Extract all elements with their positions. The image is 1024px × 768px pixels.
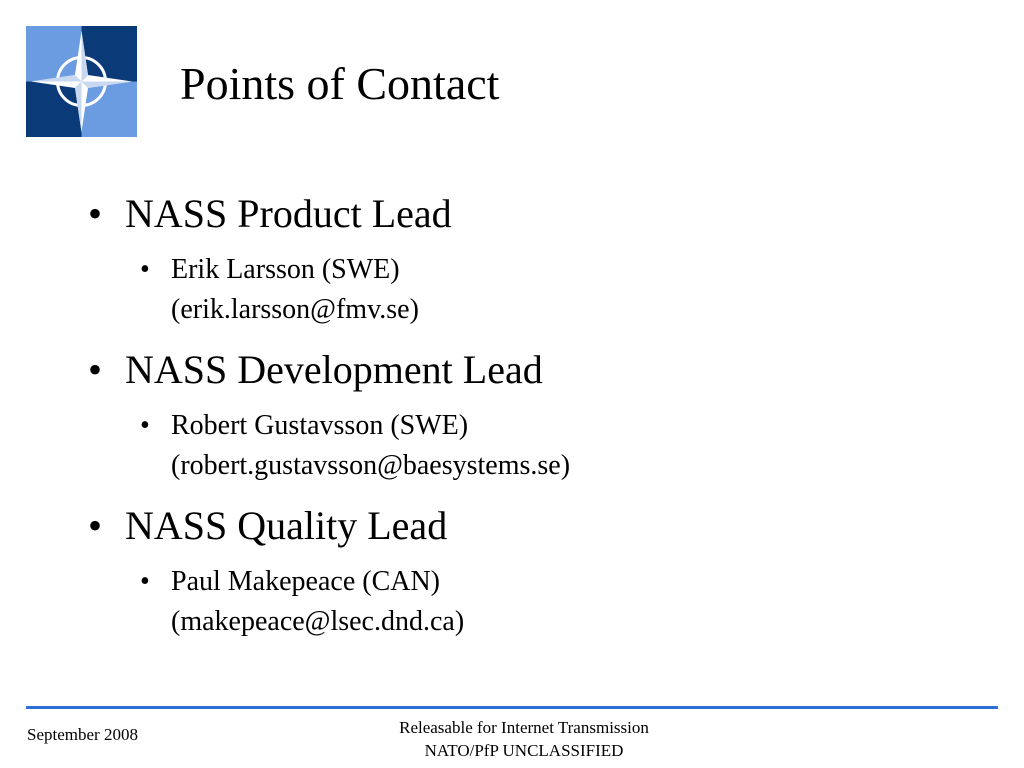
section-heading-text: NASS Product Lead: [125, 191, 452, 236]
section-heading-text: NASS Development Lead: [125, 347, 543, 392]
footer-divider: [26, 706, 998, 709]
footer-date: September 2008: [27, 725, 138, 744]
contact-name: Paul Makepeace (CAN): [171, 566, 441, 597]
bullet: •: [88, 191, 103, 236]
sub-bullet: •: [140, 410, 150, 441]
contact-email: (erik.larsson@fmv.se): [171, 294, 419, 325]
sub-bullet: •: [140, 566, 150, 597]
bullet: •: [88, 347, 103, 392]
contact-email: (robert.gustavsson@baesystems.se): [171, 450, 571, 481]
footer-classification: [300, 716, 748, 762]
contact-email: (makepeace@lsec.dnd.ca): [171, 606, 465, 637]
footer-releasability: Releasable for Internet Transmission: [399, 718, 649, 737]
contact-name: Robert Gustavsson (SWE): [171, 410, 469, 441]
sub-bullet: •: [140, 254, 150, 285]
contact-name: Erik Larsson (SWE): [171, 254, 400, 285]
slide-title: Points of Contact: [180, 58, 500, 109]
section-heading-text: NASS Quality Lead: [125, 503, 448, 548]
bullet: •: [88, 503, 103, 548]
footer-classification-marking: NATO/PfP UNCLASSIFIED: [424, 741, 624, 760]
